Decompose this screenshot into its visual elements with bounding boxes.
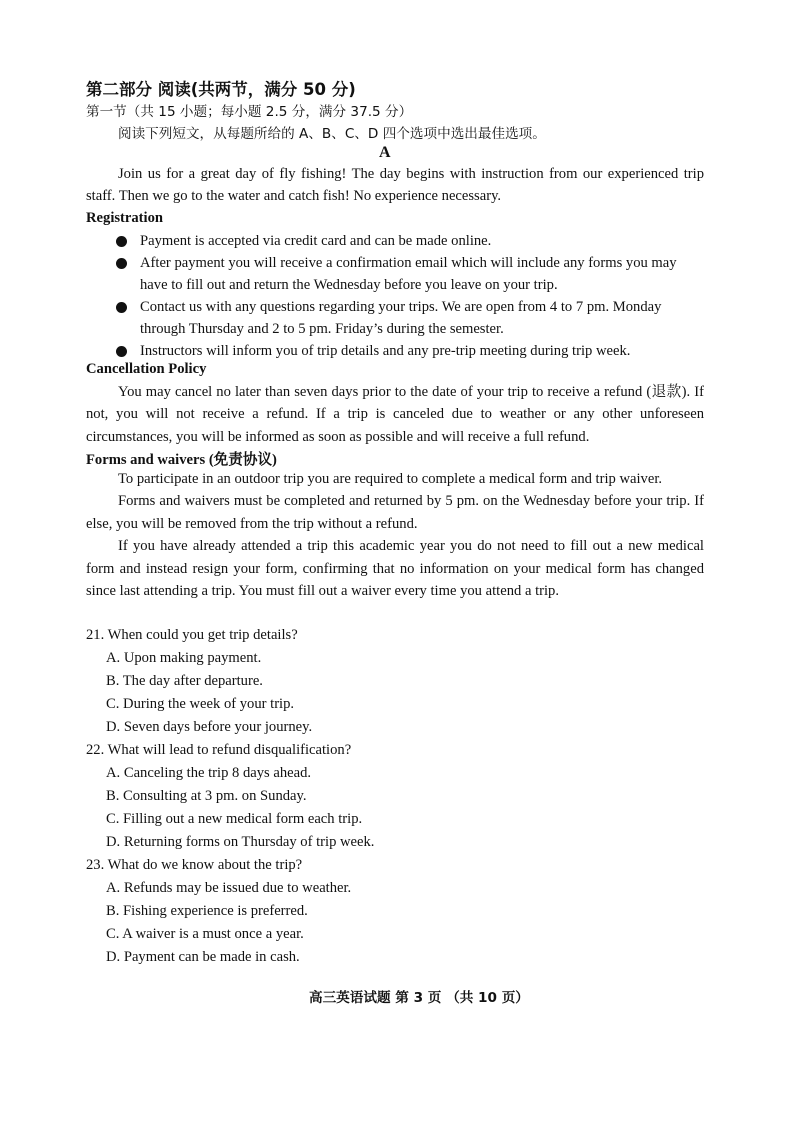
answer-option[interactable]: D. Seven days before your journey. — [106, 718, 313, 735]
answer-option[interactable]: A. Upon making payment. — [106, 649, 262, 666]
question-23 — [86, 854, 351, 969]
bullet-dot-icon — [116, 302, 127, 313]
question-21 — [86, 624, 312, 739]
bullet-text: Contact us with any questions regarding your trips. We are open from 4 to 7 pm. Monday through Thursday and 2 to 5 pm. Friday’s during the semester. — [140, 299, 662, 337]
passage-letter: A — [379, 144, 391, 161]
list-item — [112, 230, 706, 252]
section-instruction: 阅读下列短文，从每题所给的 A、B、C、D 四个选项中选出最佳选项。 — [118, 126, 546, 142]
bullet-dot-icon — [116, 258, 127, 269]
list-item — [112, 296, 706, 340]
answer-option[interactable]: D. Payment can be made in cash. — [106, 948, 300, 965]
forms-paragraph: Forms and waivers must be completed and returned by 5 pm. on the Wednesday before your trip. If else, you will be removed from the trip without a refund. — [86, 493, 704, 532]
answer-option[interactable]: C. During the week of your trip. — [106, 695, 295, 712]
answer-option[interactable]: C. Filling out a new medical form each trip. — [106, 810, 363, 827]
question-stem: 23. What do we know about the trip? — [86, 857, 303, 873]
question-stem: 21. When could you get trip details? — [86, 627, 298, 643]
bullet-text: After payment you will receive a confirmation email which will include any forms you may have to fill out and return the Wednesday before you leave on your trip. — [140, 255, 677, 293]
forms-block — [86, 468, 704, 602]
forms-heading: Forms and waivers (免责协议) — [86, 452, 277, 468]
list-item — [112, 252, 706, 296]
cancellation-heading: Cancellation Policy — [86, 361, 207, 377]
passage-intro: Join us for a great day of fly fishing! The day begins with instruction from our experienced trip staff. Then we go to the water and catch fish! No experience necessary. — [86, 166, 704, 205]
bullet-dot-icon — [116, 236, 127, 247]
bullet-text: Instructors will inform you of trip details and any pre-trip meeting during trip week. — [140, 343, 631, 359]
page-footer: 高三英语试题 第 3 页 （共 10 页） — [309, 990, 529, 1006]
answer-option[interactable]: B. Consulting at 3 pm. on Sunday. — [106, 787, 307, 804]
answer-option[interactable]: A. Canceling the trip 8 days ahead. — [106, 764, 312, 781]
question-22 — [86, 739, 374, 854]
section-subtitle: 第一节（共 15 小题；每小题 2.5 分，满分 37.5 分） — [86, 104, 413, 120]
answer-option[interactable]: D. Returning forms on Thursday of trip week. — [106, 833, 375, 850]
cancellation-text: You may cancel no later than seven days prior to the date of your trip to receive a refund (退款). If not, you will not receive a refund. If a trip is canceled due to weather or any other unforeseen circumstances, you will be informed as soon as possible and will receive a full refund. — [86, 384, 704, 445]
answer-option[interactable]: A. Refunds may be issued due to weather. — [106, 879, 352, 896]
cancellation-block — [86, 381, 704, 448]
bullet-text: Payment is accepted via credit card and can be made online. — [140, 233, 492, 249]
answer-option[interactable]: C. A waiver is a must once a year. — [106, 925, 304, 942]
section-title: 第二部分 阅读(共两节，满分 50 分) — [86, 80, 356, 99]
forms-paragraph: To participate in an outdoor trip you are required to complete a medical form and trip waiver. — [118, 471, 663, 487]
answer-option[interactable]: B. The day after departure. — [106, 672, 263, 689]
passage-intro-block — [86, 163, 704, 208]
bullet-dot-icon — [116, 346, 127, 357]
list-item — [112, 340, 706, 362]
question-stem: 22. What will lead to refund disqualification? — [86, 742, 352, 758]
forms-paragraph: If you have already attended a trip this academic year you do not need to fill out a new medical form and instead resign your form, confirming that no information on your medical form has changed since last attending a trip. You must fill out a waiver every time you attend a trip. — [86, 538, 704, 600]
registration-heading: Registration — [86, 210, 164, 226]
registration-list — [112, 230, 706, 362]
answer-option[interactable]: B. Fishing experience is preferred. — [106, 902, 308, 919]
